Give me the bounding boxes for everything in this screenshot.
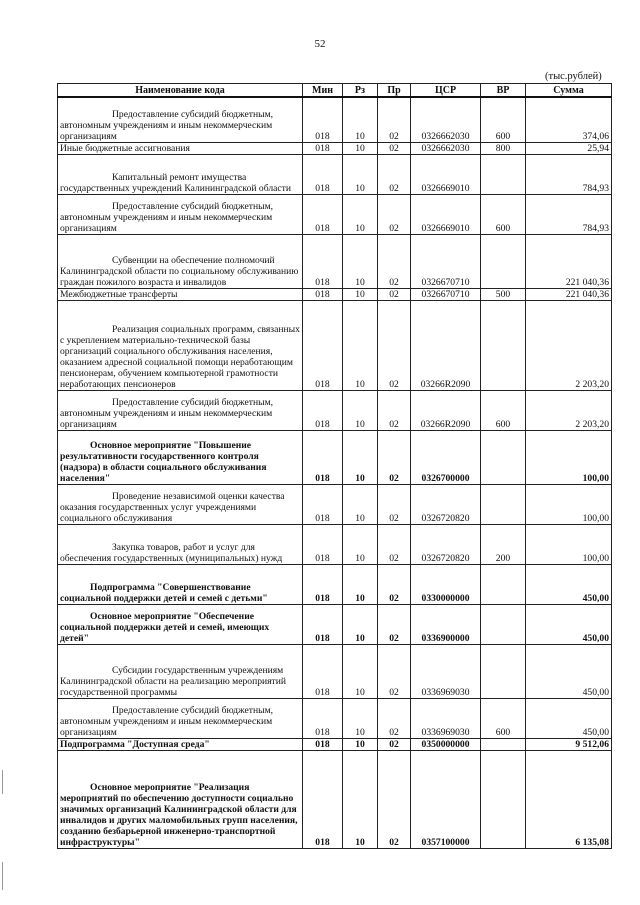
row-rz: 10 (343, 604, 378, 644)
row-vr: 600 (481, 698, 526, 738)
units-label: (тыс.рублей) (545, 71, 602, 82)
row-sum: 221 040,36 (526, 234, 612, 288)
row-csr: 0336969030 (411, 698, 481, 738)
row-csr: 03266R2090 (411, 300, 481, 390)
row-min: 018 (303, 484, 343, 524)
row-sum: 450,00 (526, 644, 612, 698)
row-csr: 0326669010 (411, 194, 481, 234)
table-row (58, 390, 612, 430)
row-pr: 02 (378, 390, 411, 430)
row-rz: 10 (343, 644, 378, 698)
row-pr: 02 (378, 300, 411, 390)
row-name: Предоставление субсидий бюджетным, автономным учреждениям и иным некоммерческим организациям (58, 97, 303, 142)
row-min: 018 (303, 390, 343, 430)
table-row (58, 604, 612, 644)
row-rz: 10 (343, 390, 378, 430)
row-pr: 02 (378, 430, 411, 484)
header-pr: Пр (378, 84, 411, 98)
row-name: Предоставление субсидий бюджетным, автономным учреждениям и иным некоммерческим организациям (58, 390, 303, 430)
row-rz: 10 (343, 288, 378, 300)
row-name: Предоставление субсидий бюджетным, автономным учреждениям и иным некоммерческим организациям (58, 698, 303, 738)
row-csr: 0326670710 (411, 234, 481, 288)
page-number: 52 (314, 38, 326, 50)
row-min: 018 (303, 300, 343, 390)
row-min: 018 (303, 288, 343, 300)
header-sum: Сумма (526, 84, 612, 98)
row-rz: 10 (343, 300, 378, 390)
row-pr: 02 (378, 288, 411, 300)
row-name: Предоставление субсидий бюджетным, автономным учреждениям и иным некоммерческим организациям (58, 194, 303, 234)
row-rz: 10 (343, 484, 378, 524)
budget-table (57, 83, 612, 849)
scan-edge-mark (2, 862, 3, 890)
row-rz: 10 (343, 564, 378, 604)
row-vr (481, 300, 526, 390)
table-row (58, 142, 612, 154)
row-csr: 03266R2090 (411, 390, 481, 430)
row-pr: 02 (378, 698, 411, 738)
row-pr: 02 (378, 644, 411, 698)
row-pr: 02 (378, 154, 411, 194)
row-name: Иные бюджетные ассигнования (58, 142, 303, 154)
row-pr: 02 (378, 564, 411, 604)
row-csr: 0326669010 (411, 154, 481, 194)
row-sum: 450,00 (526, 564, 612, 604)
table-row (58, 738, 612, 750)
row-sum: 450,00 (526, 604, 612, 644)
table-row (58, 430, 612, 484)
row-pr: 02 (378, 194, 411, 234)
row-sum: 2 203,20 (526, 300, 612, 390)
row-vr (481, 154, 526, 194)
table-row (58, 300, 612, 390)
row-csr: 0326670710 (411, 288, 481, 300)
header-csr: ЦСР (411, 84, 481, 98)
row-min: 018 (303, 750, 343, 848)
row-rz: 10 (343, 698, 378, 738)
row-sum: 450,00 (526, 698, 612, 738)
header-vr: ВР (481, 84, 526, 98)
row-sum: 100,00 (526, 524, 612, 564)
row-min: 018 (303, 142, 343, 154)
table-row (58, 750, 612, 848)
row-sum: 784,93 (526, 194, 612, 234)
row-csr: 0336900000 (411, 604, 481, 644)
row-name: Проведение независимой оценки качества оказания государственных услуг учреждениями социального обслуживания (58, 484, 303, 524)
row-rz: 10 (343, 430, 378, 484)
row-rz: 10 (343, 142, 378, 154)
row-vr: 500 (481, 288, 526, 300)
row-min: 018 (303, 234, 343, 288)
row-csr: 0326662030 (411, 142, 481, 154)
table-row (58, 194, 612, 234)
row-min: 018 (303, 564, 343, 604)
row-sum: 221 040,36 (526, 288, 612, 300)
row-sum: 100,00 (526, 484, 612, 524)
row-vr (481, 738, 526, 750)
row-min: 018 (303, 194, 343, 234)
row-min: 018 (303, 604, 343, 644)
row-pr: 02 (378, 524, 411, 564)
row-rz: 10 (343, 234, 378, 288)
row-csr: 0326700000 (411, 430, 481, 484)
row-csr: 0326662030 (411, 97, 481, 142)
row-sum: 100,00 (526, 430, 612, 484)
row-vr (481, 564, 526, 604)
table-row (58, 234, 612, 288)
row-sum: 374,06 (526, 97, 612, 142)
table-header-row (58, 84, 612, 98)
row-vr: 800 (481, 142, 526, 154)
row-pr: 02 (378, 750, 411, 848)
row-vr (481, 430, 526, 484)
row-name: Подпрограмма "Доступная среда" (58, 738, 303, 750)
row-min: 018 (303, 698, 343, 738)
row-name: Основное мероприятие "Повышение результативности государственного контроля (надзора) в области социального обслуживания населения" (58, 430, 303, 484)
table-row (58, 154, 612, 194)
row-min: 018 (303, 524, 343, 564)
row-pr: 02 (378, 604, 411, 644)
row-min: 018 (303, 738, 343, 750)
row-csr: 0330000000 (411, 564, 481, 604)
row-csr: 0326720820 (411, 484, 481, 524)
row-sum: 9 512,06 (526, 738, 612, 750)
row-sum: 2 203,20 (526, 390, 612, 430)
row-csr: 0350000000 (411, 738, 481, 750)
row-vr: 600 (481, 390, 526, 430)
row-pr: 02 (378, 738, 411, 750)
row-pr: 02 (378, 484, 411, 524)
row-sum: 6 135,08 (526, 750, 612, 848)
table-row (58, 484, 612, 524)
row-min: 018 (303, 97, 343, 142)
header-name: Наименование кода (58, 84, 303, 98)
row-pr: 02 (378, 142, 411, 154)
row-vr: 600 (481, 97, 526, 142)
table-row (58, 97, 612, 142)
row-name: Субсидии государственным учреждениям Калининградской области на реализацию мероприятий государственной программы (58, 644, 303, 698)
row-rz: 10 (343, 154, 378, 194)
table-row (58, 698, 612, 738)
row-min: 018 (303, 430, 343, 484)
row-vr (481, 644, 526, 698)
row-csr: 0336969030 (411, 644, 481, 698)
row-name: Реализация социальных программ, связанных с укреплением материально-технической базы организаций социального обслуживания населения, оказанием адресной социальной помощи неработающим пенсионерам, обучением компьютерной грамотности неработающих пенсионеров (58, 300, 303, 390)
row-min: 018 (303, 154, 343, 194)
row-name: Основное мероприятие "Реализация мероприятий по обеспечению доступности социально значимых организаций Калининградской области для инвалидов и других маломобильных групп населения, созданию безбарьерной инженерно-транспортной инфраструктуры" (58, 750, 303, 848)
row-rz: 10 (343, 97, 378, 142)
row-name: Субвенции на обеспечение полномочий Калининградской области по социальному обслуживанию граждан пожилого возраста и инвалидов (58, 234, 303, 288)
header-min: Мин (303, 84, 343, 98)
row-pr: 02 (378, 97, 411, 142)
row-name: Капитальный ремонт имущества государственных учреждений Калининградской области (58, 154, 303, 194)
row-name: Подпрограмма "Совершенствование социальной поддержки детей и семей с детьми" (58, 564, 303, 604)
row-pr: 02 (378, 234, 411, 288)
row-rz: 10 (343, 194, 378, 234)
header-rz: Рз (343, 84, 378, 98)
row-rz: 10 (343, 750, 378, 848)
row-rz: 10 (343, 738, 378, 750)
table-row (58, 644, 612, 698)
row-vr (481, 234, 526, 288)
scan-edge-mark (2, 770, 3, 794)
row-vr (481, 604, 526, 644)
row-name: Закупка товаров, работ и услуг для обеспечения государственных (муниципальных) нужд (58, 524, 303, 564)
row-vr: 600 (481, 194, 526, 234)
row-vr (481, 484, 526, 524)
table-row (58, 288, 612, 300)
row-csr: 0357100000 (411, 750, 481, 848)
table-row (58, 564, 612, 604)
row-vr (481, 750, 526, 848)
row-min: 018 (303, 644, 343, 698)
row-name: Основное мероприятие "Обеспечение социальной поддержки детей и семей, имеющих детей" (58, 604, 303, 644)
row-rz: 10 (343, 524, 378, 564)
row-name: Межбюджетные трансферты (58, 288, 303, 300)
row-vr: 200 (481, 524, 526, 564)
row-sum: 25,94 (526, 142, 612, 154)
table-row (58, 524, 612, 564)
row-csr: 0326720820 (411, 524, 481, 564)
row-sum: 784,93 (526, 154, 612, 194)
